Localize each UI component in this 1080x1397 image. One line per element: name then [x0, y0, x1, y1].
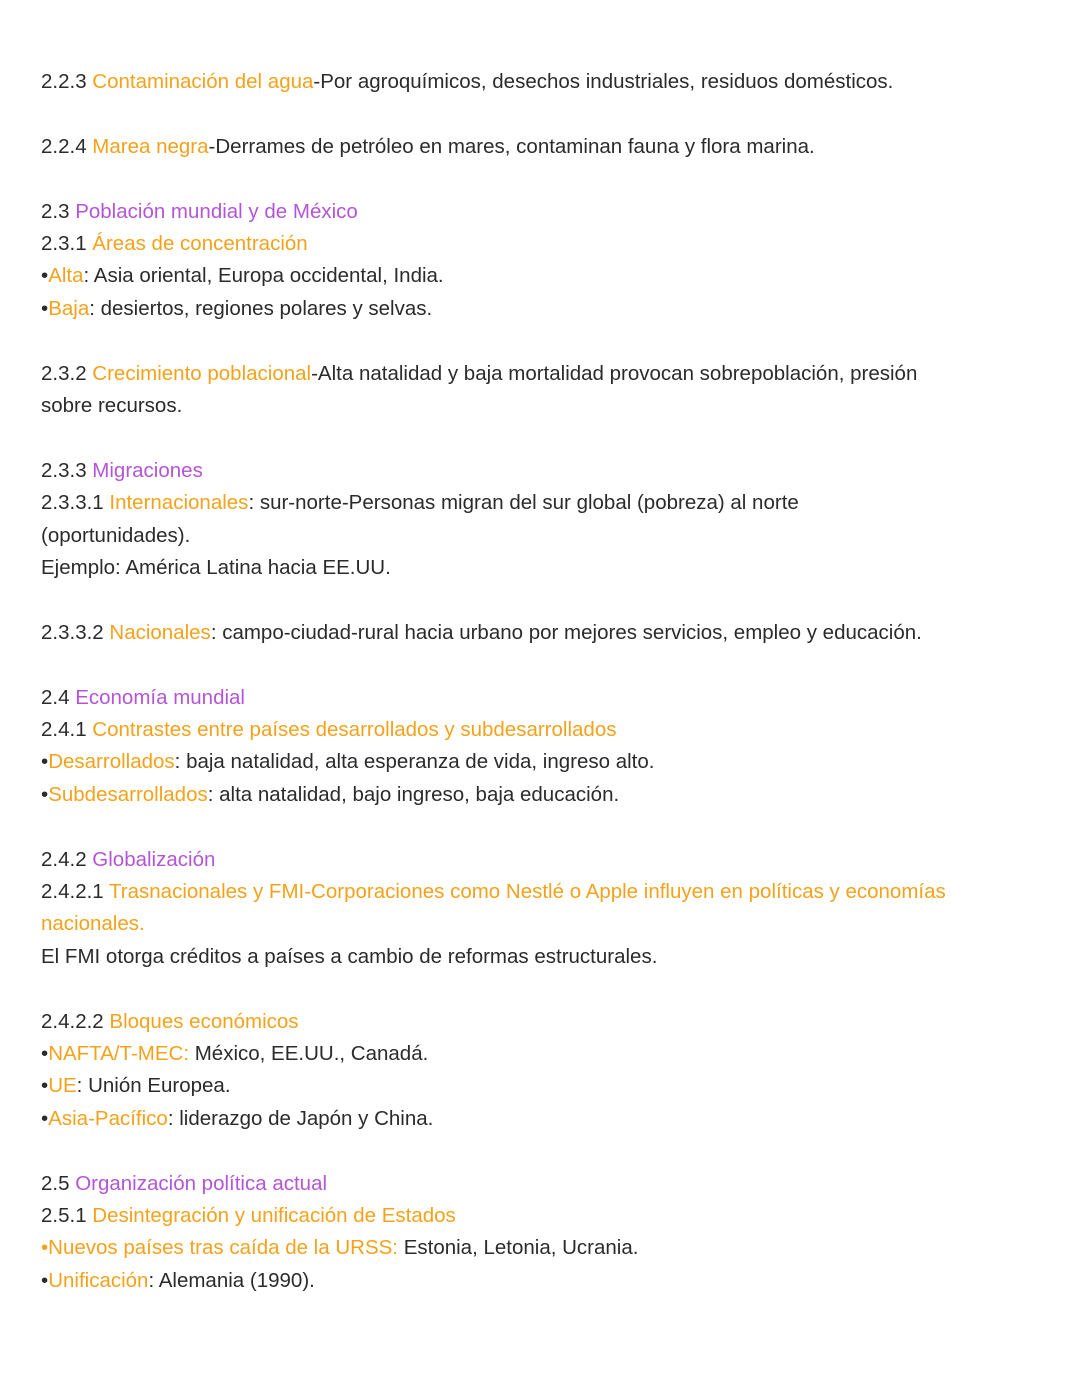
text-segment: : Unión Europea. [76, 1074, 231, 1098]
note-line [41, 746, 1041, 778]
highlight-segment: Alta [48, 264, 84, 288]
text-segment: : liderazgo de Japón y China. [167, 1106, 434, 1130]
note-section [41, 358, 1041, 423]
note-line [41, 617, 1041, 649]
note-line [41, 260, 1041, 292]
note-section [41, 844, 1041, 974]
note-line [41, 1232, 1041, 1264]
note-line [41, 228, 1041, 260]
highlight-segment: Áreas de concentración [92, 232, 308, 255]
text-segment: : sur-norte-Personas migran del sur global (pobreza) al norte [248, 491, 799, 515]
highlight-segment: Bloques económicos [109, 1009, 299, 1033]
note-section [41, 196, 1041, 326]
note-line [41, 131, 1041, 163]
text-segment: 2.3 [41, 199, 76, 223]
note-line [41, 908, 1041, 940]
text-segment: 2.3.2 [41, 361, 93, 385]
text-segment: 2.4.2.2 [41, 1009, 110, 1033]
text-segment: -Alta natalidad y baja mortalidad provocan sobrepoblación, presión [311, 361, 918, 385]
highlight-segment: Unificación [48, 1268, 149, 1292]
highlight-segment: Desarrollados [48, 750, 175, 774]
note-line [41, 1006, 1041, 1038]
text-segment: sobre recursos. [41, 394, 183, 418]
text-segment: 2.4 [41, 685, 76, 709]
notes-document [41, 66, 1041, 1297]
text-segment: (oportunidades). [41, 523, 191, 547]
text-segment: Estonia, Letonia, Ucrania. [398, 1236, 639, 1260]
note-line [41, 358, 1041, 390]
note-line [41, 196, 1041, 228]
text-segment: • [41, 1268, 49, 1292]
note-section [41, 682, 1041, 812]
text-segment: • [41, 782, 49, 806]
text-segment: 2.3.3.2 [41, 620, 110, 644]
heading-segment: Globalización [92, 847, 216, 871]
heading-segment: Migraciones [92, 458, 203, 482]
text-segment: 2.5 [41, 1171, 76, 1195]
heading-segment: Organización política actual [75, 1171, 328, 1195]
text-segment: • [41, 1074, 49, 1098]
note-section [41, 66, 1041, 98]
highlight-segment: Desintegración y unificación de Estados [92, 1204, 456, 1228]
highlight-segment: Trasnacionales y FMI-Corporaciones como Nestlé o Apple influyen en políticas y economías [109, 880, 946, 904]
note-line [41, 714, 1041, 746]
note-section [41, 455, 1041, 585]
highlight-segment: NAFTA/T-MEC: [48, 1042, 190, 1066]
text-segment: 2.3.3.1 [41, 491, 110, 515]
text-segment: Ejemplo: América Latina hacia EE.UU. [41, 556, 391, 580]
text-segment: 2.4.2.1 [41, 880, 110, 904]
highlight-segment: nacionales. [41, 912, 145, 936]
highlight-segment: Internacionales [109, 491, 249, 515]
note-line [41, 1265, 1041, 1297]
note-line [41, 390, 1041, 422]
note-line [41, 455, 1041, 487]
note-line [41, 779, 1041, 811]
note-line [41, 1103, 1041, 1135]
highlight-segment: Subdesarrollados [48, 782, 208, 806]
heading-segment: Economía mundial [75, 685, 245, 709]
highlight-segment: UE [48, 1074, 77, 1098]
note-line [41, 1038, 1041, 1070]
text-segment: 2.4.1 [41, 718, 93, 742]
text-segment: 2.2.4 [41, 134, 93, 158]
note-line [41, 1168, 1041, 1200]
text-segment: : Alemania (1990). [148, 1268, 315, 1292]
note-section [41, 131, 1041, 163]
highlight-segment: Baja [48, 296, 90, 320]
note-line [41, 1200, 1041, 1232]
highlight-segment: Asia-Pacífico [48, 1106, 168, 1130]
text-segment: : alta natalidad, bajo ingreso, baja educación. [207, 782, 620, 806]
note-section [41, 617, 1041, 649]
note-section [41, 1168, 1041, 1298]
note-line [41, 1070, 1041, 1102]
note-line [41, 552, 1041, 584]
text-segment: • [41, 1042, 49, 1066]
note-line [41, 520, 1041, 552]
text-segment: • [41, 750, 49, 774]
text-segment: • [41, 1106, 49, 1130]
note-line [41, 941, 1041, 973]
note-line [41, 844, 1041, 876]
text-segment: : Asia oriental, Europa occidental, India. [83, 264, 444, 288]
text-segment: : desiertos, regiones polares y selvas. [89, 296, 433, 320]
text-segment: México, EE.UU., Canadá. [189, 1042, 429, 1066]
highlight-segment: •Nuevos países tras caída de la URSS: [41, 1236, 398, 1260]
text-segment: : baja natalidad, alta esperanza de vida, ingreso alto. [174, 750, 655, 774]
text-segment: 2.2.3 [41, 70, 93, 93]
text-segment: 2.3.3 [41, 458, 93, 482]
highlight-segment: Contaminación del agua [92, 70, 314, 93]
note-section [41, 1006, 1041, 1136]
highlight-segment: Nacionales [109, 620, 211, 644]
note-line [41, 66, 1041, 98]
text-segment: 2.5.1 [41, 1204, 93, 1228]
note-line [41, 876, 1041, 908]
note-line [41, 487, 1041, 519]
text-segment: 2.4.2 [41, 847, 93, 871]
text-segment: : campo-ciudad-rural hacia urbano por mejores servicios, empleo y educación. [210, 620, 922, 644]
heading-segment: Población mundial y de México [75, 199, 358, 223]
highlight-segment: Marea negra [92, 134, 209, 158]
note-line [41, 293, 1041, 325]
text-segment: • [41, 296, 49, 320]
highlight-segment: Crecimiento poblacional [92, 361, 312, 385]
text-segment: El FMI otorga créditos a países a cambio de reformas estructurales. [41, 944, 658, 968]
text-segment: 2.3.1 [41, 232, 93, 255]
text-segment: • [41, 264, 49, 288]
text-segment: -Derrames de petróleo en mares, contaminan fauna y flora marina. [208, 134, 815, 158]
text-segment: -Por agroquímicos, desechos industriales, residuos domésticos. [313, 70, 894, 93]
highlight-segment: Contrastes entre países desarrollados y subdesarrollados [92, 718, 617, 742]
note-line [41, 682, 1041, 714]
